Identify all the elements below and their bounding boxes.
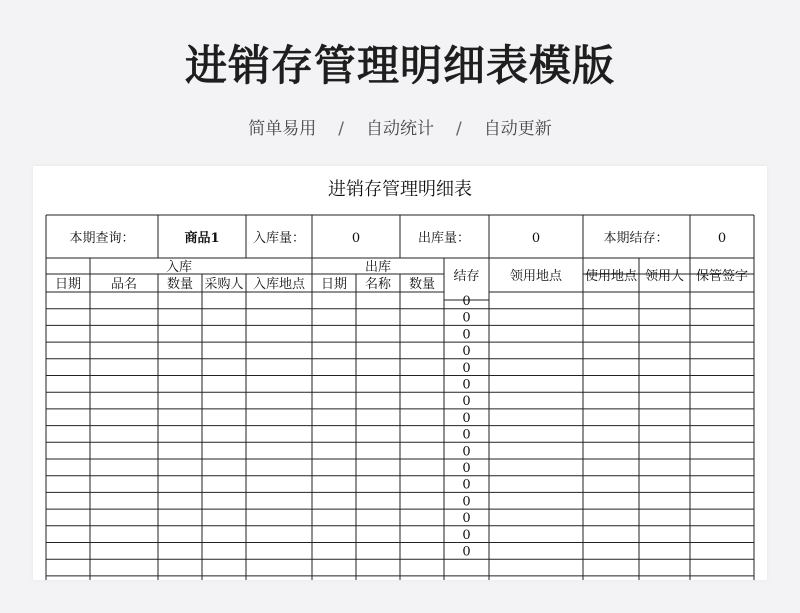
tag-separator: / (456, 119, 462, 139)
column-header: 日期 (54, 277, 82, 292)
column-header: 品名 (110, 277, 138, 292)
sheet-title: 进销存管理明细表 (328, 179, 472, 200)
summary-stock-value: 0 (717, 231, 727, 246)
balance-cell: 0 (462, 360, 471, 376)
balance-cell: 0 (462, 494, 471, 510)
column-header: 名称 (364, 277, 392, 292)
summary-stock-label: 本期结存： (603, 231, 669, 246)
column-header: 使用地点 (584, 269, 638, 284)
balance-cell: 0 (462, 444, 471, 460)
column-header: 领用人 (644, 269, 685, 284)
balance-cell: 0 (462, 527, 471, 543)
summary-out-value: 0 (531, 231, 541, 246)
group-header-in: 入库 (165, 260, 193, 275)
balance-cell: 0 (462, 344, 471, 360)
balance-cell: 0 (462, 477, 471, 493)
column-header: 数量 (166, 277, 194, 292)
column-header: 结存 (453, 269, 480, 284)
page-title: 进销存管理明细表模版 (184, 41, 615, 90)
summary-in-label: 入库量： (252, 231, 306, 246)
summary-query-label: 本期查询： (69, 231, 135, 246)
inventory-table (33, 166, 767, 580)
balance-cell: 0 (462, 294, 471, 309)
tag-separator: / (338, 119, 344, 139)
column-header: 保管签字 (695, 269, 749, 284)
spreadsheet-preview (33, 166, 767, 580)
tag-auto-update: 自动更新 (483, 119, 552, 139)
balance-cell: 0 (462, 511, 471, 527)
group-header-out: 出库 (364, 260, 392, 275)
column-header: 日期 (320, 277, 348, 292)
balance-cell: 0 (462, 310, 471, 326)
summary-product-value: 商品1 (184, 231, 220, 246)
balance-cell: 0 (462, 544, 471, 560)
column-header: 入库地点 (252, 277, 306, 292)
balance-cell: 0 (462, 427, 471, 443)
column-header: 领用地点 (509, 269, 563, 284)
tag-auto-stats: 自动统计 (366, 119, 434, 139)
balance-cell: 0 (462, 327, 471, 343)
balance-cell: 0 (462, 377, 471, 393)
balance-cell: 0 (462, 410, 471, 426)
feature-tags (0, 114, 800, 139)
column-header: 数量 (408, 277, 436, 292)
balance-cell: 0 (462, 394, 471, 410)
column-header: 采购人 (204, 277, 244, 292)
tag-easy-use: 简单易用 (248, 119, 317, 139)
summary-out-label: 出库量： (417, 231, 471, 246)
balance-cell: 0 (462, 461, 471, 476)
summary-in-value: 0 (351, 231, 361, 246)
